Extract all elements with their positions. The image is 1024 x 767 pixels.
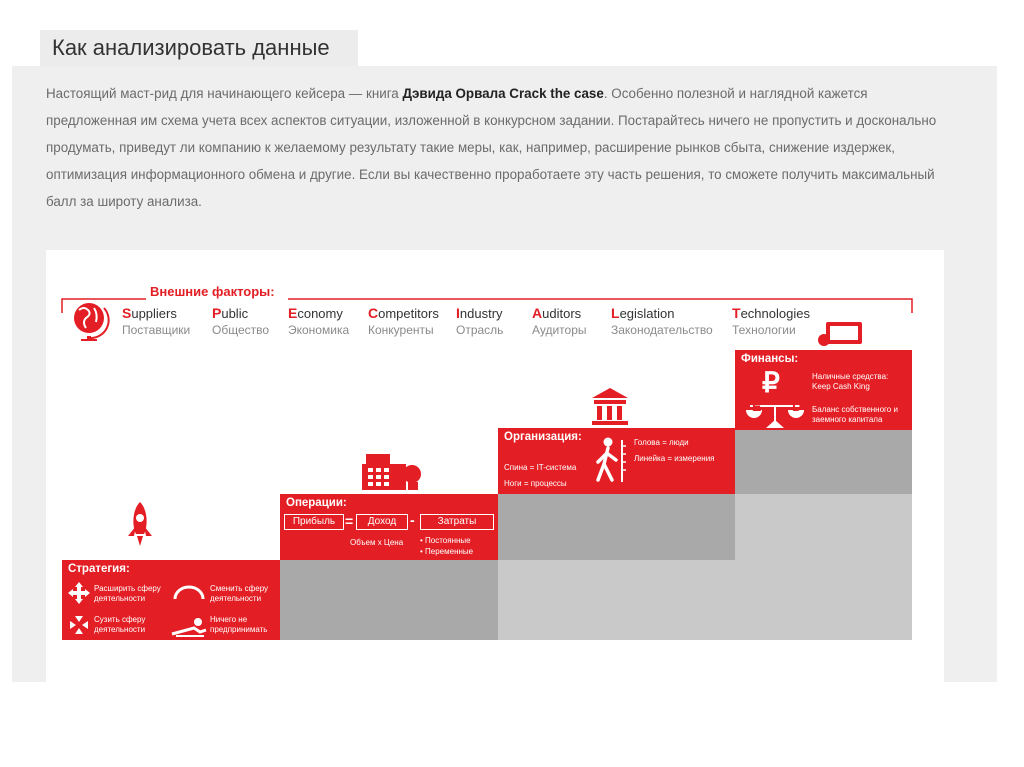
factor-technologies: Technologies Технологии — [732, 305, 810, 337]
strategy-item-change: Сменить сферу деятельности — [210, 584, 269, 603]
ruble-icon: ₽ — [762, 367, 780, 398]
expand-arrows-icon — [66, 580, 92, 606]
org-ruler: Линейка = измерения — [634, 454, 715, 463]
step-gray-finance-bottom — [735, 494, 912, 640]
costs-fixed: • Постоянные — [420, 536, 471, 545]
intro-text-2: . Особенно полезной и наглядной кажется предложенная им схема учета всех аспектов ситуации, изложенной в конкурсном задании. Постарайтесь ничего не пропустить и досконально продумать, приведут ли компанию к желаемому результату такие меры, как, например, расширение рынков сбыта, снижение издержек, оптимизация информационного обмена и другие. Если вы качественно проработаете эту часть решения, то сможете получить максимальный балл за широту анализа. — [46, 86, 937, 209]
profit-box: Прибыль — [284, 514, 344, 530]
operations-title: Операции: — [286, 497, 347, 509]
intro-paragraph — [46, 80, 946, 215]
strategy-title: Стратегия: — [68, 563, 130, 575]
globe-icon — [70, 300, 110, 342]
factor-industry: Industry Отрасль — [456, 305, 504, 337]
step-gray-organization-top — [498, 494, 735, 560]
finance-balance: Баланс собственного и заемного капитала — [812, 405, 898, 424]
external-factors-title: Внешние факторы: — [150, 284, 275, 299]
strategy-item-nothing: Ничего не предпринимать — [210, 615, 268, 634]
income-box: Доход — [356, 514, 408, 530]
organization-title: Организация: — [504, 431, 582, 443]
finance-cash: Наличные средства: Keep Cash King — [812, 372, 889, 391]
factor-economy: Economy Экономика — [288, 305, 350, 337]
costs-variable: • Переменные — [420, 547, 474, 556]
step-gray-operations — [280, 560, 498, 640]
strategy-item-expand: Расширить сферу деятельности — [94, 584, 161, 603]
org-head: Голова = люди — [634, 438, 689, 447]
narrow-arrows-icon — [66, 612, 92, 638]
factor-legislation: Legislation Законодательство — [611, 305, 713, 337]
cash-register-icon — [360, 452, 424, 492]
factor-competitors: Competitors Конкуренты — [368, 305, 439, 337]
change-arc-icon — [172, 583, 206, 601]
step-gray-organization-bottom — [498, 560, 735, 640]
volume-price: Объем х Цена — [350, 538, 404, 547]
factor-auditors: Auditors Аудиторы — [532, 305, 587, 337]
step-gray-finance-top — [735, 430, 912, 494]
technology-devices-icon — [816, 318, 866, 348]
page-title-box — [40, 30, 358, 66]
book-title: Дэвида Орвала Crack the case — [402, 86, 604, 101]
equals-sign: = — [345, 513, 354, 529]
equity-letter: E — [752, 398, 762, 414]
org-legs: Ноги = процессы — [504, 479, 567, 488]
factor-public: Public Общество — [212, 305, 270, 337]
debt-letter: D — [792, 398, 803, 414]
org-spine: Спина = IT-система — [504, 463, 577, 472]
rocket-icon — [122, 500, 158, 550]
resting-person-icon — [170, 614, 208, 638]
page-title: Как анализировать данные — [52, 35, 330, 60]
bank-building-icon — [590, 386, 630, 426]
intro-text-1: Настоящий маст-рид для начинающего кейсера — книга — [46, 86, 403, 101]
strategy-item-narrow: Сузить сферу деятельности — [94, 615, 146, 634]
minus-sign: - — [410, 512, 415, 528]
factor-suppliers: Suppliers Поставщики — [122, 305, 191, 337]
costs-box: Затраты — [420, 514, 494, 530]
finance-title: Финансы: — [741, 353, 799, 365]
walking-person-icon — [592, 436, 628, 486]
